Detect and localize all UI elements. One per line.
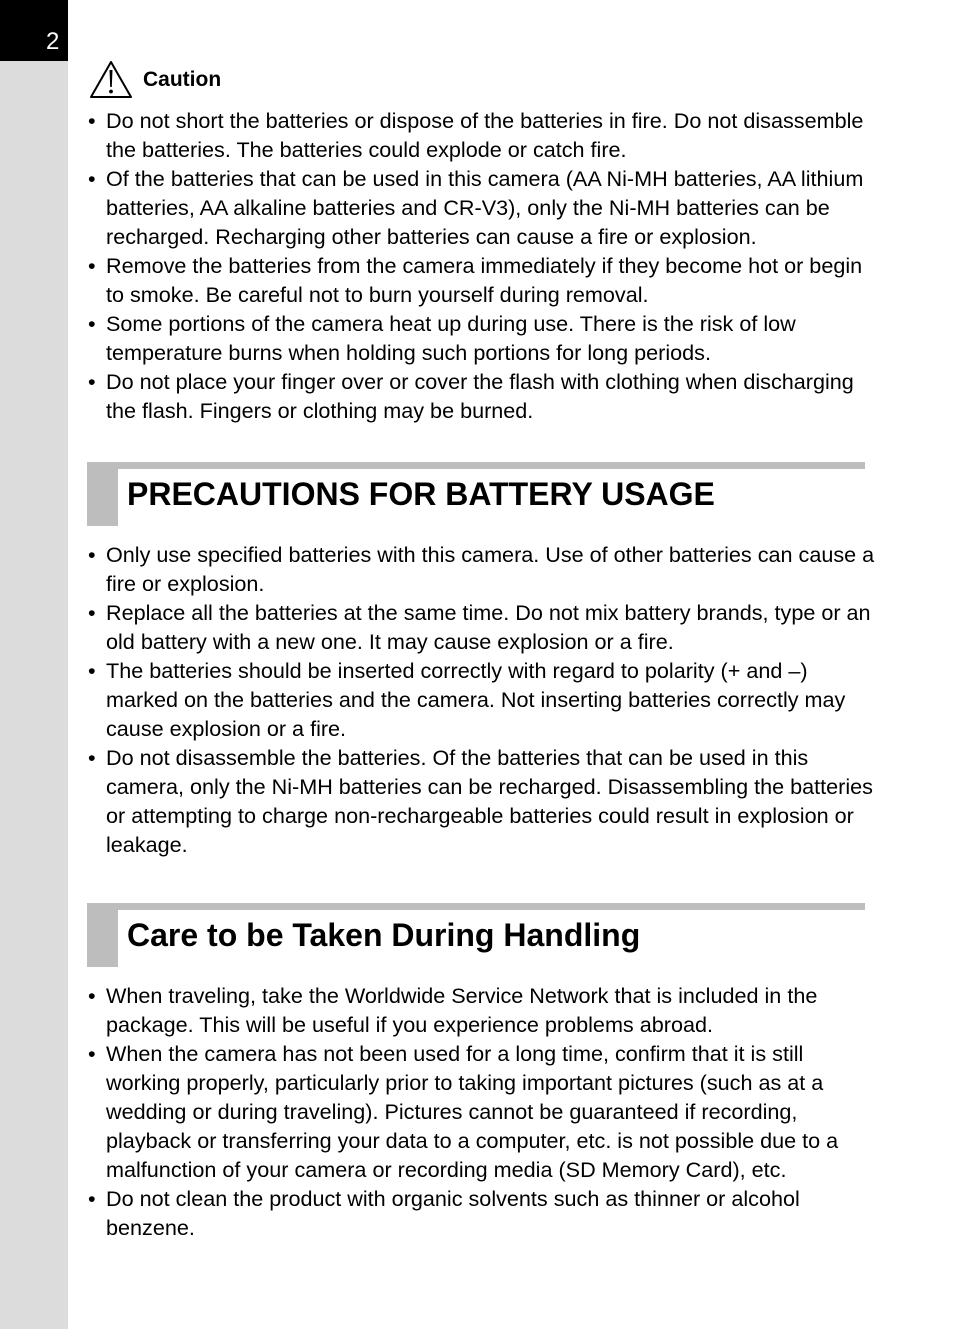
handling-care-list [86, 981, 876, 1242]
caution-item: • Some portions of the camera heat up during use. There is the risk of low temperature burns when holding such portions for long periods. [86, 309, 876, 367]
caution-item: • Do not place your finger over or cover the flash with clothing when discharging the flash. Fingers or clothing may be burned. [86, 367, 876, 425]
handling-section-title: Care to be Taken During Handling [127, 917, 641, 953]
caution-item: • Of the batteries that can be used in this camera (AA Ni-MH batteries, AA lithium batteries, AA alkaline batteries and CR-V3), only the Ni-MH batteries can be recharged. Recharging other batteries can cause a fire or explosion. [86, 164, 876, 251]
battery-precaution-item: • The batteries should be inserted correctly with regard to polarity (+ and –) marked on the batteries and the camera. Not inserting batteries correctly may cause explosion or a fire. [86, 656, 876, 743]
handling-care-item: • When the camera has not been used for a long time, confirm that it is still working properly, particularly prior to taking important pictures (such as at a wedding or during traveling). Pictures cannot be guaranteed if recording, playback or transferring your data to a computer, etc. is not possible due to a malfunction of your camera or recording media (SD Memory Card), etc. [86, 1039, 876, 1184]
battery-section-title: PRECAUTIONS FOR BATTERY USAGE [127, 476, 715, 512]
caution-item: • Remove the batteries from the camera immediately if they become hot or begin to smoke. Be careful not to burn yourself during removal. [86, 251, 876, 309]
header-rule [87, 903, 865, 910]
side-margin-bar [0, 0, 68, 1329]
battery-section-header [87, 462, 865, 526]
handling-section-header [87, 903, 865, 967]
caution-item: • Do not short the batteries or dispose of the batteries in fire. Do not disassemble the batteries. The batteries could explode or catch fire. [86, 106, 876, 164]
page-number-tab [0, 0, 68, 61]
battery-precaution-item: • Do not disassemble the batteries. Of the batteries that can be used in this camera, only the Ni-MH batteries can be recharged. Disassembling the batteries or attempting to charge non-rechargeable batteries could result in explosion or leakage. [86, 743, 876, 859]
battery-precautions-list [86, 540, 876, 859]
header-rule [87, 462, 865, 469]
warning-triangle-icon [89, 60, 133, 100]
header-block [87, 903, 118, 967]
page-number: 2 [46, 28, 60, 55]
caution-label: Caution [143, 68, 222, 91]
caution-heading [89, 60, 221, 100]
battery-precaution-item: • Only use specified batteries with this camera. Use of other batteries can cause a fire or explosion. [86, 540, 876, 598]
handling-care-item: • When traveling, take the Worldwide Service Network that is included in the package. This will be useful if you experience problems abroad. [86, 981, 876, 1039]
header-block [87, 462, 118, 526]
caution-list [86, 106, 876, 425]
battery-precaution-item: • Replace all the batteries at the same time. Do not mix battery brands, type or an old battery with a new one. It may cause explosion or a fire. [86, 598, 876, 656]
handling-care-item: • Do not clean the product with organic solvents such as thinner or alcohol benzene. [86, 1184, 876, 1242]
